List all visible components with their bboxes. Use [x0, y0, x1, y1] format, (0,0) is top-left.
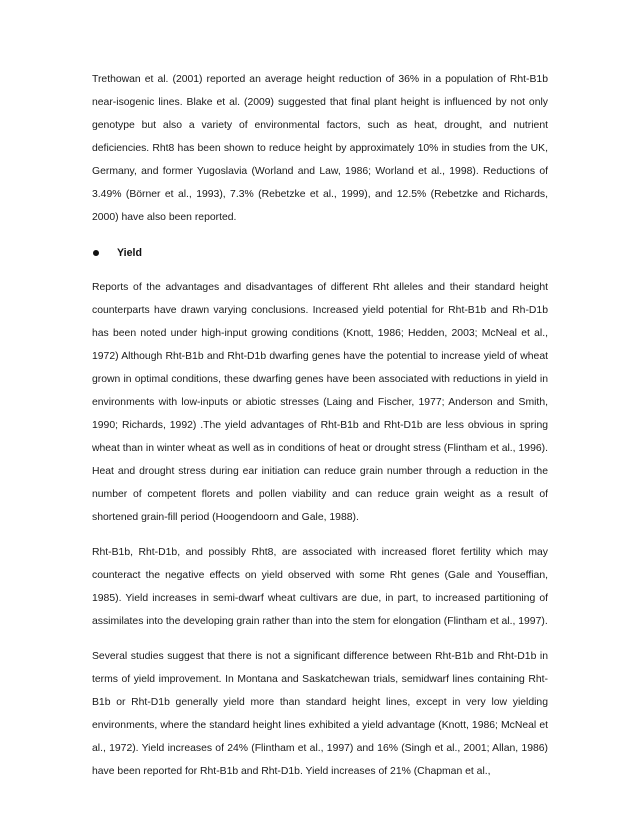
section-heading-label: Yield	[117, 246, 142, 259]
paragraph-yield-comparison: Several studies suggest that there is not a significant difference between Rht-B1b and Rht-D1b in terms of yield improvement. In Montana and Saskatchewan trials, semidwarf lines containing Rht-B1b or Rht-D1b generally yield more than standard height lines, except in very low yielding environments, where the standard height lines exhibited a yield advantage (Knott, 1986; McNeal et al., 1972). Yield increases of 24% (Flintham et al., 1997) and 16% (Singh et al., 2001; Allan, 1986) have been reported for Rht-B1b and Rht-D1b. Yield increases of 21% (Chapman et al.,	[92, 651, 548, 777]
bullet-icon	[93, 250, 99, 256]
section-heading-yield	[92, 241, 548, 264]
paragraph-height-reduction: Trethowan et al. (2001) reported an average height reduction of 36% in a population of Rht-B1b near-isogenic lines. Blake et al. (2009) suggested that final plant height is influenced by not only genotype but also a variety of environmental factors, such as heat, drought, and nutrient deficiencies. Rht8 has been shown to reduce height by approximately 10% in studies from the UK, Germany, and former Yugoslavia (Worland and Law, 1986; Worland et al., 1998). Reductions of 3.49% (Börner et al., 1993), 7.3% (Rebetzke et al., 1999), and 12.5% (Rebetzke and Richards, 2000) have also been reported.	[92, 74, 548, 223]
paragraph-floret-fertility: Rht-B1b, Rht-D1b, and possibly Rht8, are associated with increased floret fertility which may counteract the negative effects on yield observed with some Rht genes (Gale and Youseffian, 1985). Yield increases in semi-dwarf wheat cultivars are due, in part, to increased partitioning of assimilates into the developing grain rather than into the stem for elongation (Flintham et al., 1997).	[92, 547, 548, 627]
paragraph-yield-reports: Reports of the advantages and disadvantages of different Rht alleles and their standard height counterparts have drawn varying conclusions. Increased yield potential for Rht-B1b and Rh-D1b has been noted under high-input growing conditions (Knott, 1986; Hedden, 2003; McNeal et al., 1972) Although Rht-B1b and Rht-D1b dwarfing genes have the potential to increase yield of wheat grown in optimal conditions, these dwarfing genes have been associated with reductions in yield in environments with low-inputs or abiotic stresses (Laing and Fischer, 1977; Anderson and Smith, 1990; Richards, 1992) .The yield advantages of Rht-B1b and Rht-D1b are less obvious in spring wheat than in winter wheat as well as in conditions of heat or drought stress (Flintham et al., 1996). Heat and drought stress during ear initiation can reduce grain number through a reduction in the number of competent florets and pollen viability and can reduce grain weight as a result of shortened grain-fill period (Hoogendoorn and Gale, 1988).	[92, 282, 548, 523]
